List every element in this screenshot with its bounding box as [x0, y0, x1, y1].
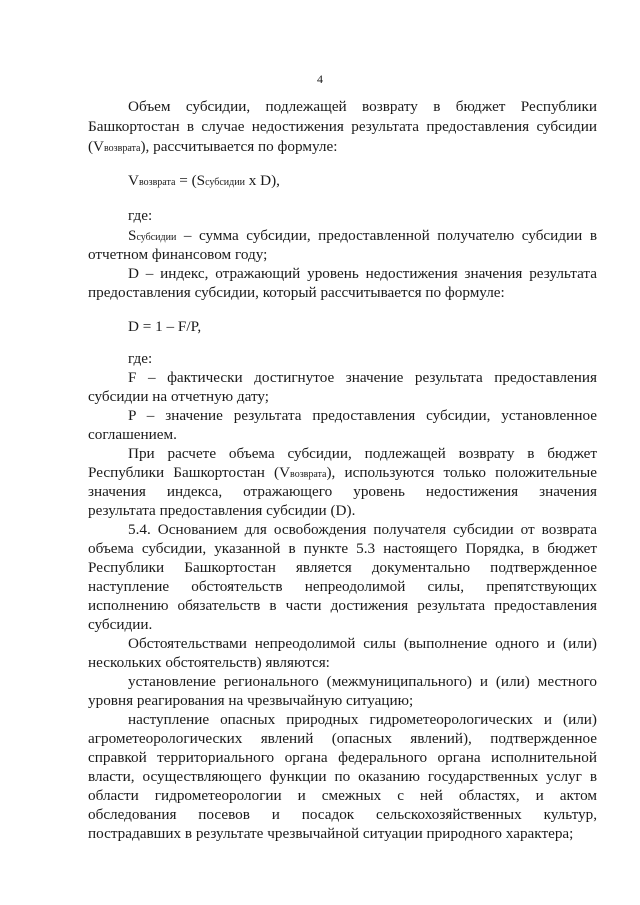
formula-d: D = 1 – F/P, — [128, 318, 202, 335]
page-number: 4 — [317, 72, 323, 86]
paragraph-line: (Vвозврата), рассчитывается по формуле: — [88, 138, 338, 155]
paragraph-line: исполнению обязательств в части достижения результата предоставления — [88, 597, 597, 614]
paragraph-line: уровня реагирования на чрезвычайную ситуацию; — [88, 692, 414, 709]
paragraph-line: Республики Башкортостан (Vвозврата), используются только положительные — [88, 464, 597, 481]
paragraph-line: P – значение результата предоставления субсидии, установленное — [128, 407, 597, 424]
paragraph-line: отчетном финансовом году; — [88, 246, 268, 263]
paragraph-line: пострадавших в результате чрезвычайной ситуации природного характера; — [88, 825, 574, 842]
paragraph-line: установление регионального (межмуниципального) и (или) местного — [128, 673, 597, 690]
paragraph-line: значения индекса, отражающего уровень недостижения значения — [88, 483, 597, 500]
paragraph-line: Sсубсидии – сумма субсидии, предоставленной получателю субсидии в — [128, 227, 597, 244]
paragraph-line: предоставления субсидии, который рассчитывается по формуле: — [88, 284, 505, 301]
paragraph-line: D – индекс, отражающий уровень недостижения значения результата — [128, 265, 597, 282]
paragraph-line: 5.4. Основанием для освобождения получателя субсидии от возврата — [128, 521, 597, 538]
paragraph-line: Объем субсидии, подлежащей возврату в бюджет Республики — [128, 98, 597, 115]
paragraph-line: результата предоставления субсидии (D). — [88, 502, 356, 519]
paragraph-line: субсидии. — [88, 616, 153, 633]
paragraph-line: объема субсидии, указанной в пункте 5.3 настоящего Порядка, в бюджет — [88, 540, 597, 557]
where-label: где: — [128, 207, 153, 224]
paragraph-line: наступление обстоятельств непреодолимой силы, препятствующих — [88, 578, 597, 595]
paragraph-line: Обстоятельствами непреодолимой силы (выполнение одного и (или) — [128, 635, 597, 652]
paragraph-line: соглашением. — [88, 426, 177, 443]
paragraph-line: Башкортостан в случае недостижения результата предоставления субсидии — [88, 118, 597, 135]
paragraph-line: Республики Башкортостан является документально подтвержденное — [88, 559, 597, 576]
paragraph-line: При расчете объема субсидии, подлежащей возврату в бюджет — [128, 445, 597, 462]
paragraph-line: справкой территориального органа федерального органа исполнительной — [88, 749, 597, 766]
paragraph-line: обследования посевов и посадок сельскохозяйственных культур, — [88, 806, 597, 823]
formula-v-return: Vвозврата = (Sсубсидии х D), — [128, 172, 280, 189]
where-label: где: — [128, 350, 153, 367]
paragraph-line: агрометеорологических явлений (опасных явлений), подтвержденное — [88, 730, 597, 747]
paragraph-line: области гидрометеорологии и смежных с ней областях, и актом — [88, 787, 597, 804]
paragraph-line: наступление опасных природных гидрометеорологических и (или) — [128, 711, 597, 728]
paragraph-line: нескольких обстоятельств) являются: — [88, 654, 330, 671]
paragraph-line: власти, осуществляющего функции по оказанию государственных услуг в — [88, 768, 597, 785]
paragraph-line: F – фактически достигнутое значение результата предоставления — [128, 369, 597, 386]
paragraph-line: субсидии на отчетную дату; — [88, 388, 270, 405]
